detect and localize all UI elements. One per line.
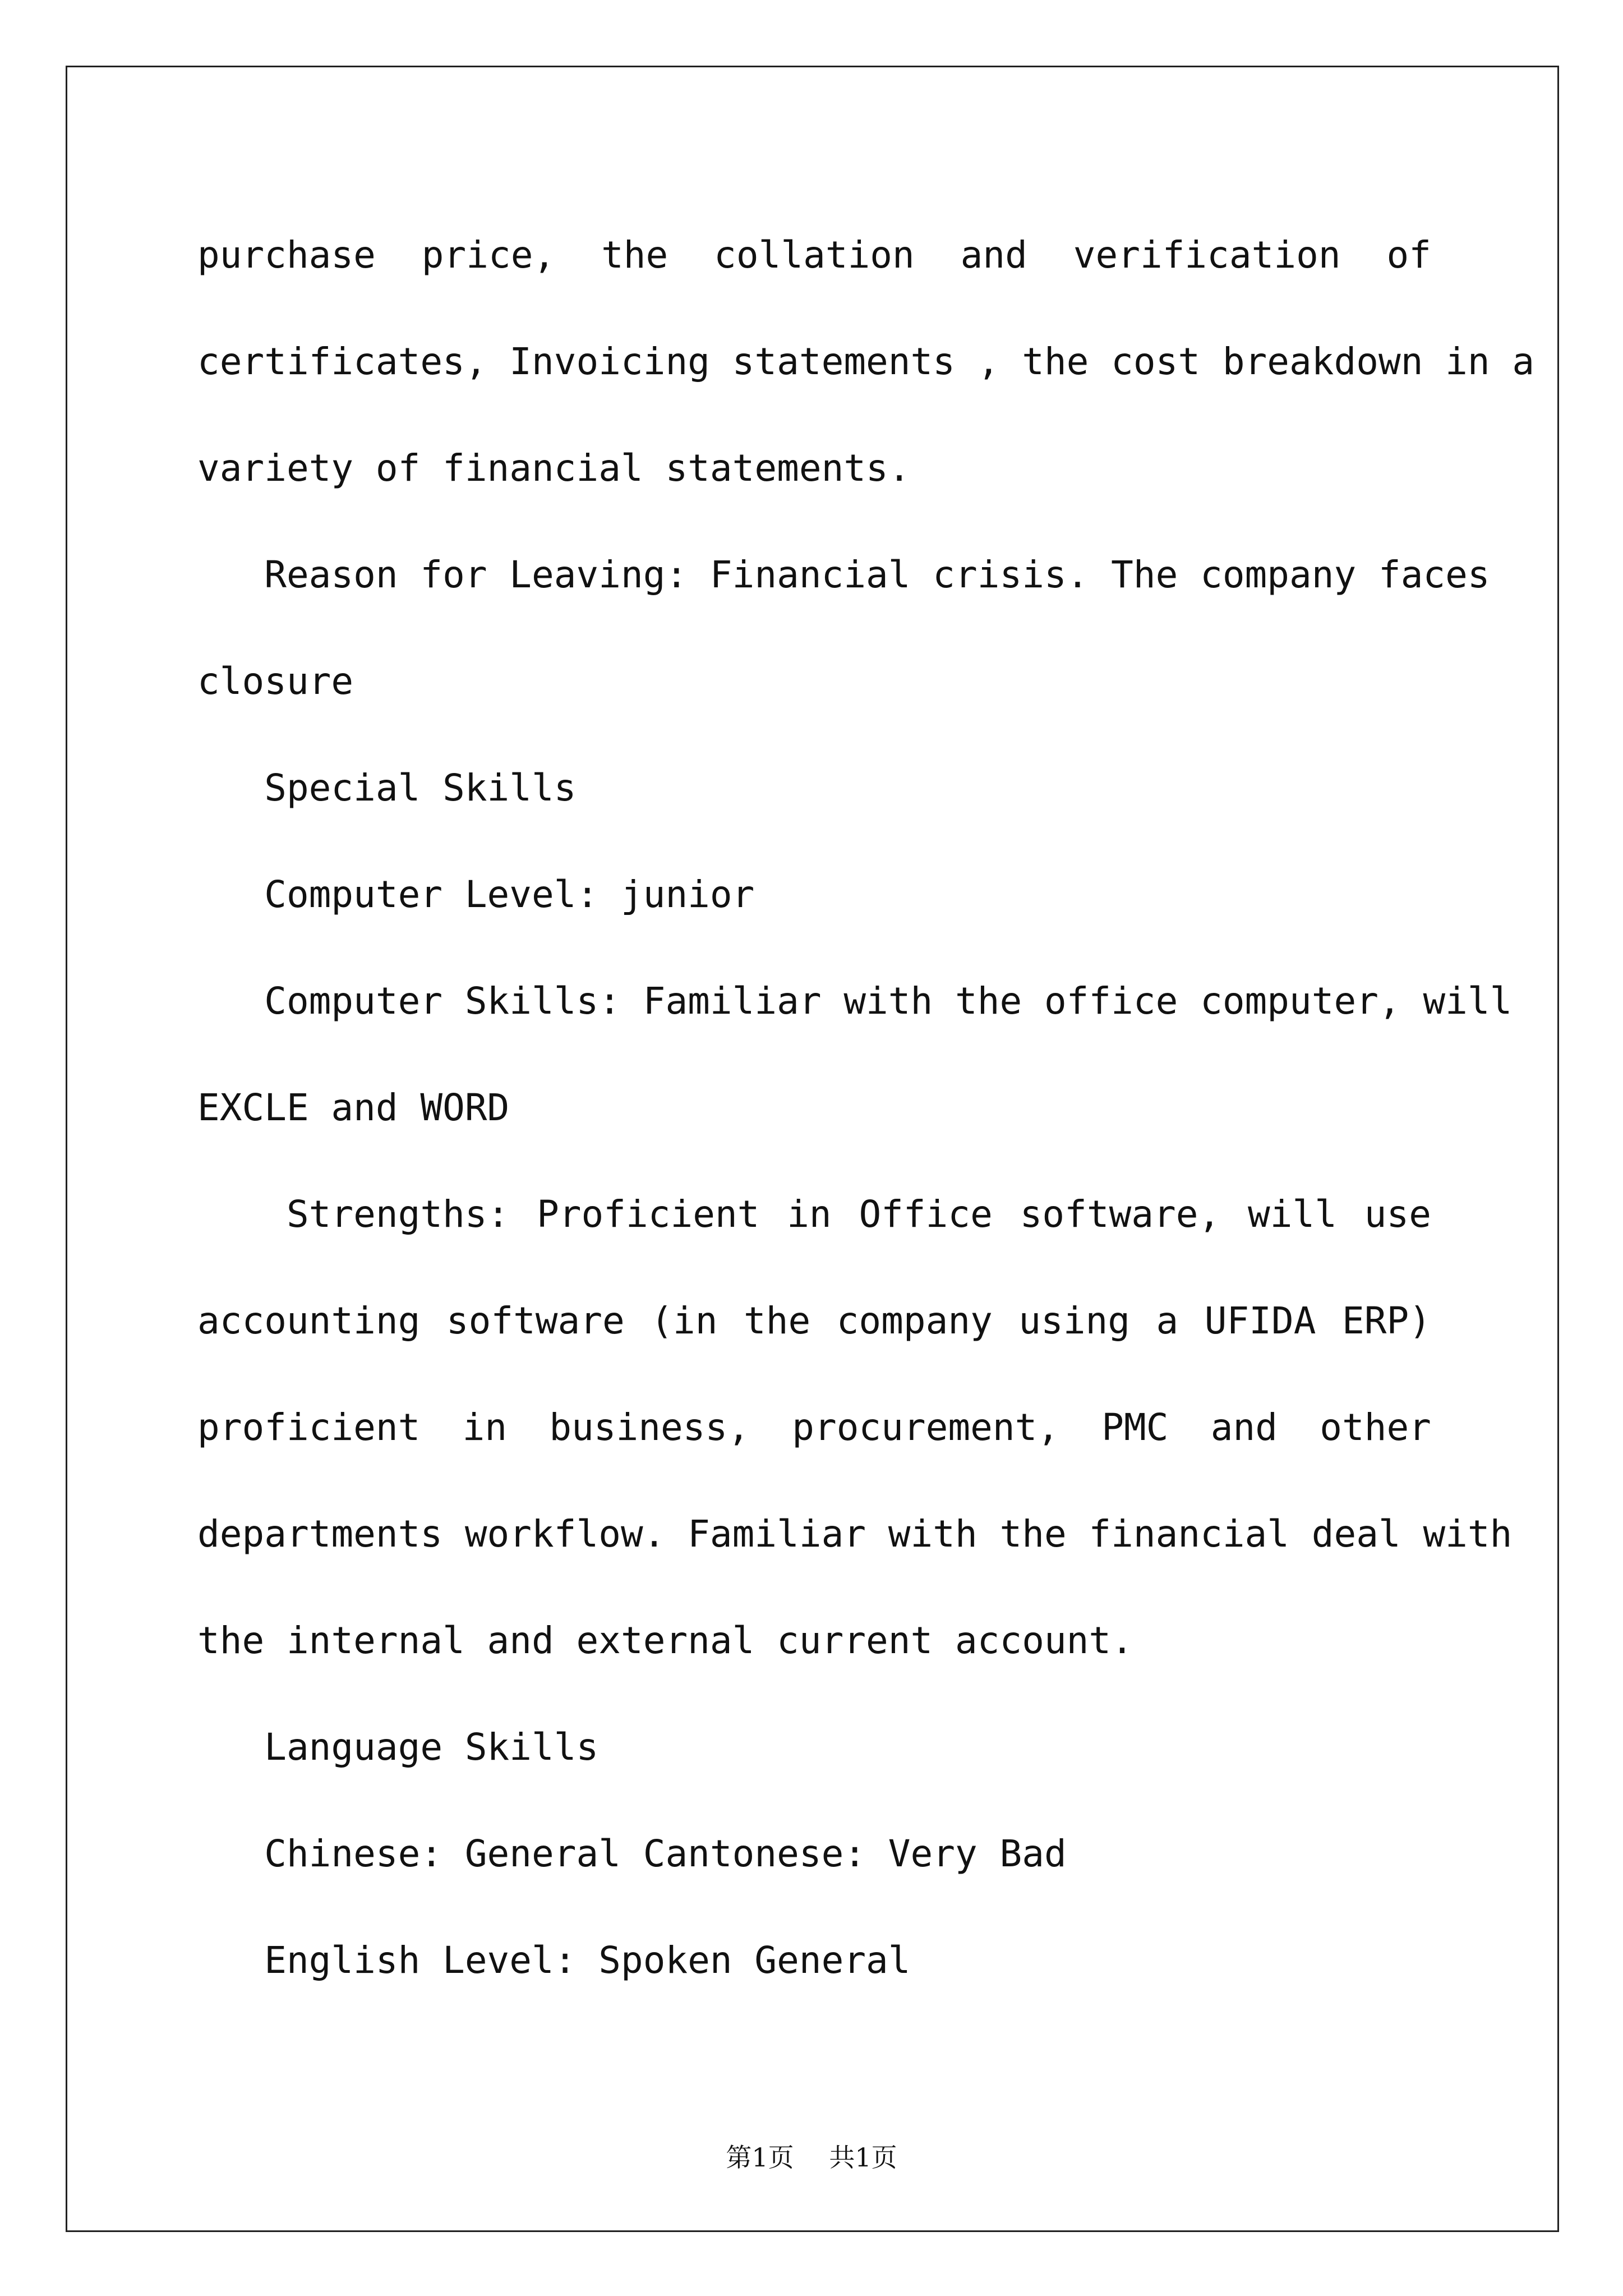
text-line (197, 213, 1431, 320)
page-footer (0, 2137, 1623, 2174)
text-line (197, 1279, 1431, 1386)
word: accounting (197, 1299, 421, 1342)
word: other (1320, 1406, 1431, 1449)
word: the (601, 233, 668, 277)
word: purchase (197, 233, 376, 277)
paragraph (197, 853, 1431, 959)
word: use (1364, 1193, 1431, 1236)
paragraph (197, 213, 1535, 533)
word: and (960, 233, 1027, 277)
text-line (197, 1386, 1431, 1492)
word: in (462, 1406, 508, 1449)
paragraph (197, 1705, 1431, 1812)
text-line: Language Skills (197, 1726, 599, 1769)
text-line: EXCLE and WORD (197, 1086, 510, 1129)
word: proficient (197, 1406, 421, 1449)
text-line: Computer Skills: Familiar with the office computer, will (197, 979, 1513, 1023)
text-line (197, 1172, 1431, 1279)
word: in (787, 1193, 832, 1236)
text-line: closure (197, 660, 354, 703)
word: ERP) (1341, 1299, 1431, 1342)
paragraph (197, 1918, 1431, 2025)
word: company (836, 1299, 993, 1342)
word: price, (421, 233, 556, 277)
word: business, (549, 1406, 750, 1449)
word: and (1210, 1406, 1278, 1449)
word: procurement, (792, 1406, 1060, 1449)
text-line: Computer Level: junior (197, 873, 755, 916)
word: Proficient (537, 1193, 760, 1236)
paragraph (197, 959, 1513, 1172)
text-line: departments workflow. Familiar with the financial deal with (197, 1512, 1513, 1556)
paragraph (197, 746, 1431, 853)
text-line: certificates, Invoicing statements , the cost breakdown in a (197, 340, 1535, 383)
word: of (1386, 233, 1431, 277)
paragraph (197, 1812, 1431, 1918)
paragraph (197, 1172, 1513, 1705)
word: the (743, 1299, 811, 1342)
text-line: Chinese: General Cantonese: Very Bad (197, 1832, 1067, 1875)
page-number: 第1页 (726, 2142, 794, 2173)
text-line: English Level: Spoken General (197, 1939, 911, 1982)
word: will (1248, 1193, 1337, 1236)
word: collation (714, 233, 915, 277)
word: PMC (1101, 1406, 1169, 1449)
page-total: 共1页 (829, 2142, 897, 2173)
word: a (1156, 1299, 1179, 1342)
word: software (446, 1299, 625, 1342)
word: (in (651, 1299, 718, 1342)
word: verification (1073, 233, 1341, 277)
text-line: the internal and external current account. (197, 1619, 1133, 1662)
text-line: Special Skills (197, 766, 577, 809)
text-line: variety of financial statements. (197, 447, 911, 490)
word: Strengths: (197, 1193, 510, 1236)
word: using (1018, 1299, 1131, 1342)
word: software, (1020, 1193, 1221, 1236)
word: UFIDA (1204, 1299, 1316, 1342)
paragraph (197, 533, 1490, 746)
document-body (197, 213, 1535, 2025)
text-line: Reason for Leaving: Financial crisis. The company faces (197, 553, 1490, 596)
word: Office (859, 1193, 993, 1236)
